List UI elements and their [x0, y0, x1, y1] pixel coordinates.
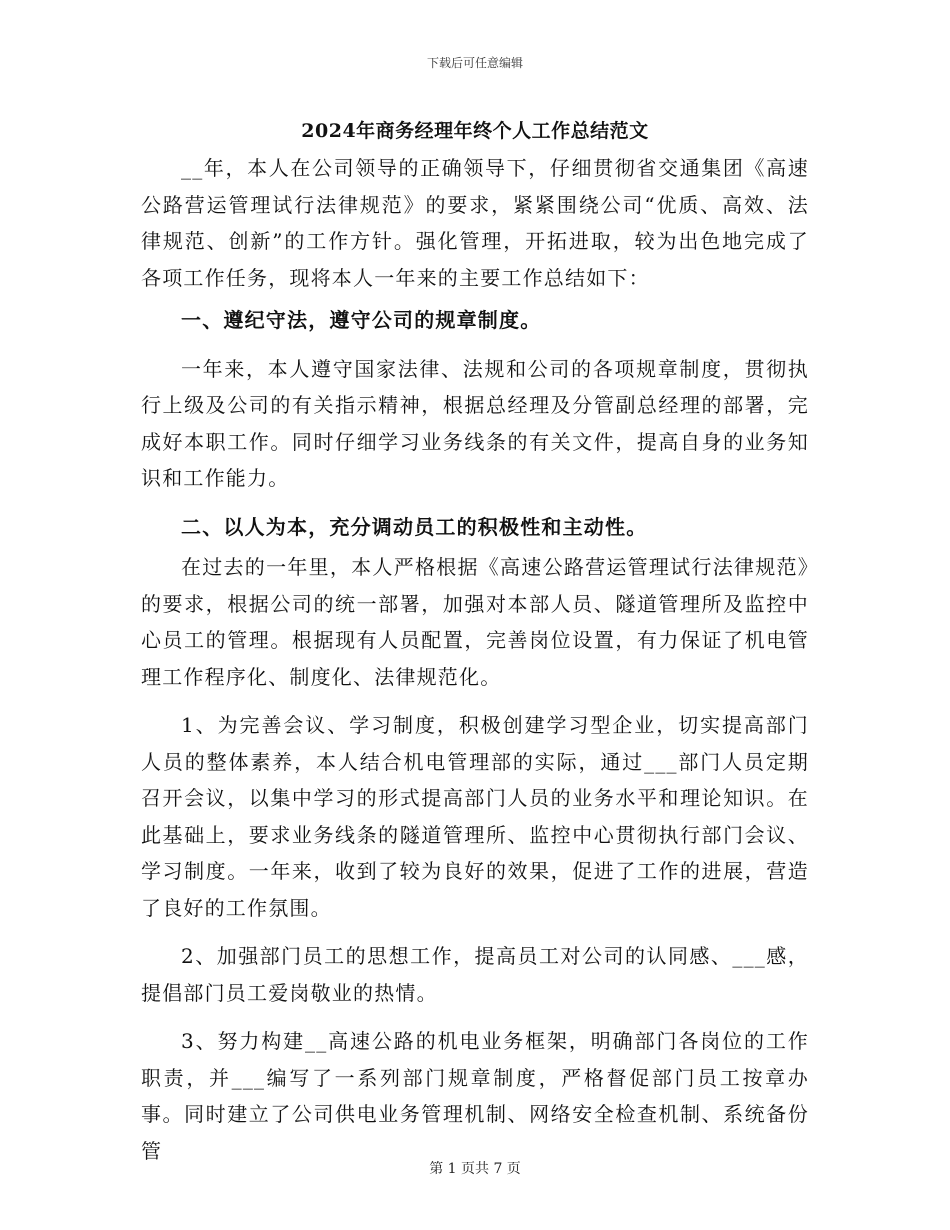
item-1-paragraph: 1、为完善会议、学习制度，积极创建学习型企业，切实提高部门人员的整体素养，本人结合机电管理部的实际，通过___部门人员定期召开会议，以集中学习的形式提高部门人员的业务水平和理论知识。在此基础上，要求业务线条的隧道管理所、监控中心贯彻执行部门会议、学习制度。一年来，收到了较为良好的效果，促进了工作的进展，营造了良好的工作氛围。	[141, 713, 809, 920]
section-heading-2: 二、以人为本，充分调动员工的积极性和主动性。	[181, 514, 648, 539]
page-number: 第 1 页共 7 页	[429, 1161, 521, 1177]
section-heading-1: 一、遵纪守法，遵守公司的规章制度。	[181, 308, 542, 332]
item-2-paragraph: 2、加强部门员工的思想工作，提高员工对公司的认同感、___感，提倡部门员工爱岗敬业的热情。	[141, 944, 809, 1005]
document-body	[141, 150, 809, 1169]
page-header-note: 下载后可任意编辑	[426, 56, 523, 70]
item-3-paragraph: 3、努力构建__高速公路的机电业务框架，明确部门各岗位的工作职责，并___编写了一系列部门规章制度，严格督促部门员工按章办事。同时建立了公司供电业务管理机制、网络安全检查机制、系统备份管	[141, 1029, 809, 1163]
document-title: 2024年商务经理年终个人工作总结范文	[301, 120, 649, 142]
section-1-paragraph: 一年来，本人遵守国家法律、法规和公司的各项规章制度，贯彻执行上级及公司的有关指示精神，根据总经理及分管副总经理的部署，完成好本职工作。同时仔细学习业务线条的有关文件，提高自身的业务知识和工作能力。	[141, 356, 809, 490]
section-2-paragraph: 在过去的一年里，本人严格根据《高速公路营运管理试行法律规范》的要求，根据公司的统一部署，加强对本部人员、隧道管理所及监控中心员工的管理。根据现有人员配置，完善岗位设置，有力保证了机电管理工作程序化、制度化、法律规范化。	[141, 555, 809, 689]
intro-paragraph: __年，本人在公司领导的正确领导下，仔细贯彻省交通集团《高速公路营运管理试行法律规范》的要求，紧紧围绕公司“优质、高效、法律规范、创新”的工作方针。强化管理，开拓进取，较为出色地完成了各项工作任务，现将本人一年来的主要工作总结如下：	[141, 156, 809, 290]
